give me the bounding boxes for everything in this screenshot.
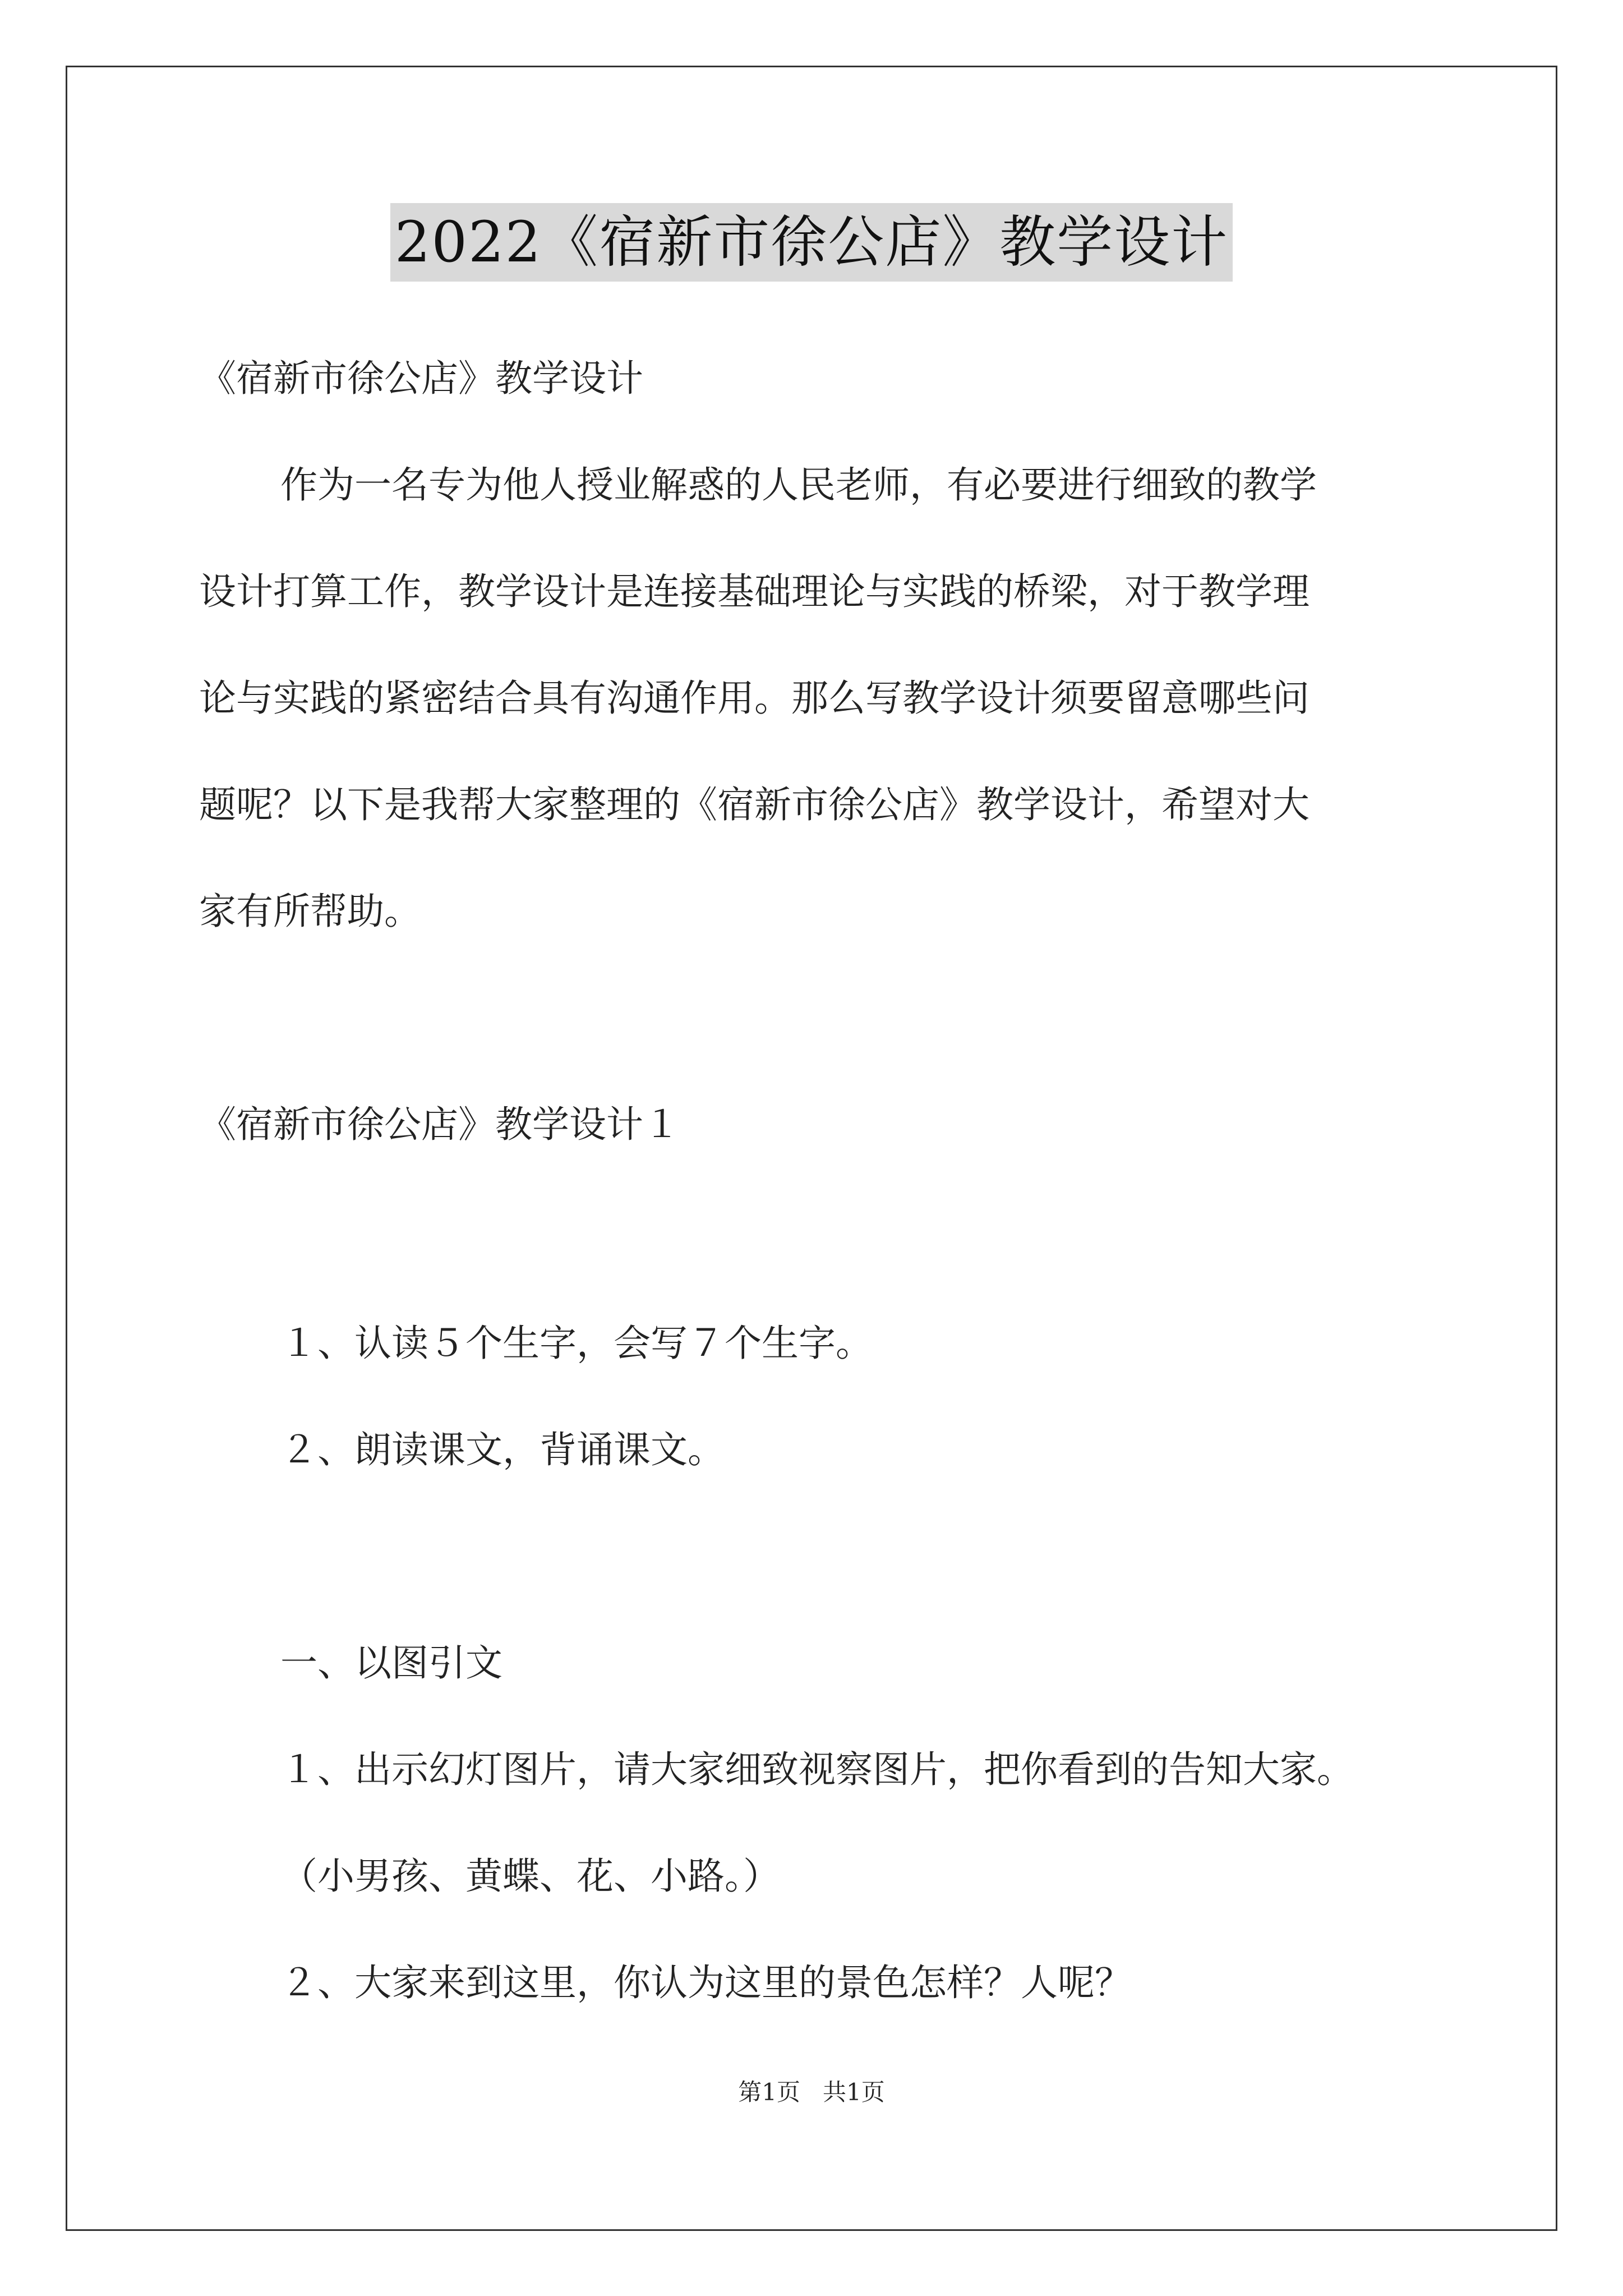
step-item-3: ２、大家来到这里，你认为这里的景色怎样？人呢？ — [280, 1961, 1132, 2004]
page-footer — [0, 2076, 1623, 2109]
step-item-2: （小男孩、黄蝶、花、小路。） — [280, 1855, 780, 1898]
goal-item-2: ２、朗读课文，背诵课文。 — [280, 1428, 725, 1471]
intro-line-2: 设计打算工作，教学设计是连接基础理论与实践的桥梁，对于教学理 — [199, 570, 1310, 613]
document-subtitle: 《宿新市徐公店》教学设计 — [199, 357, 643, 400]
intro-line-3: 论与实践的紧密结合具有沟通作用。那么写教学设计须要留意哪些问 — [199, 677, 1310, 720]
goal-item-1: １、认读５个生字，会写７个生字。 — [280, 1322, 873, 1365]
part-heading: 一、以图引文 — [280, 1641, 502, 1685]
intro-line-1: 作为一名专为他人授业解惑的人民老师，有必要进行细致的教学 — [280, 463, 1317, 507]
page-total: 共1页 — [823, 2078, 885, 2106]
document-title: 2022《宿新市徐公店》教学设计 — [390, 203, 1233, 282]
section-heading: 《宿新市徐公店》教学设计１ — [199, 1103, 680, 1146]
step-item-1: １、出示幻灯图片，请大家细致视察图片，把你看到的告知大家。 — [280, 1748, 1354, 1791]
page-number: 第1页 — [738, 2078, 800, 2106]
intro-line-4: 题呢？以下是我帮大家整理的《宿新市徐公店》教学设计，希望对大 — [199, 783, 1310, 826]
title-container — [0, 203, 1623, 282]
intro-line-5: 家有所帮助。 — [199, 890, 421, 933]
